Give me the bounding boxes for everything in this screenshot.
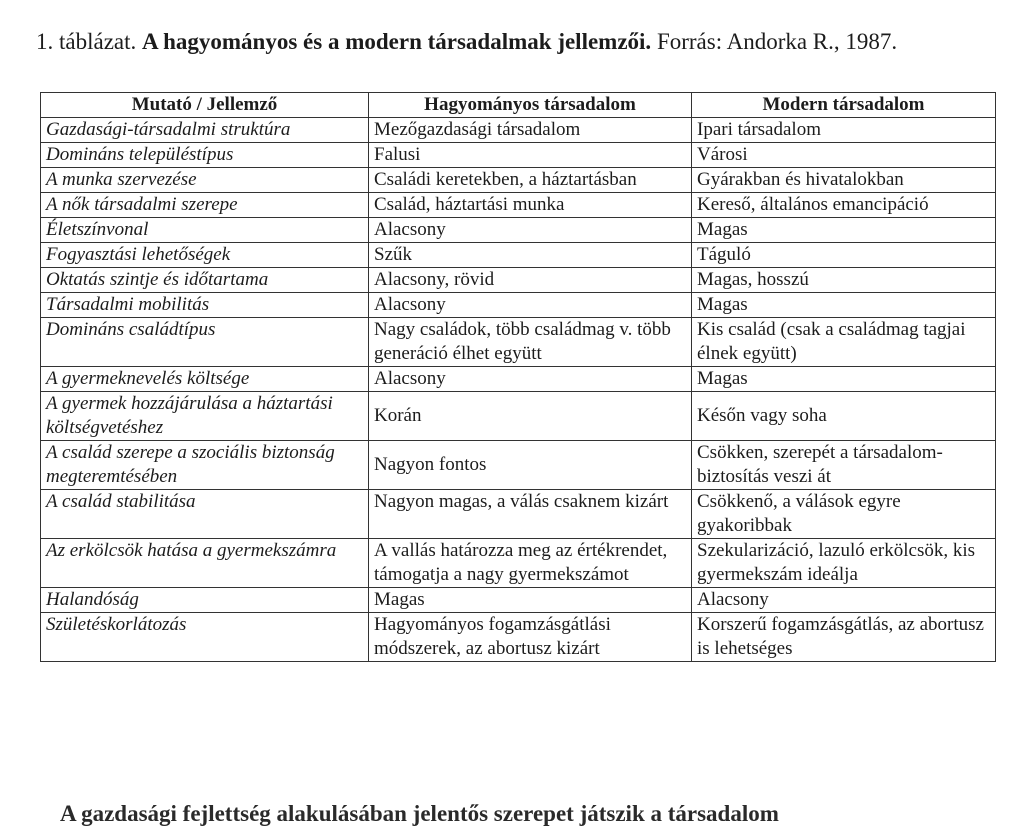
cell-modern: Alacsony (692, 588, 996, 613)
header-indicator: Mutató / Jellemző (41, 93, 369, 118)
cell-indicator: A család stabilitása (41, 490, 369, 539)
cell-traditional: Alacsony (369, 367, 692, 392)
cell-traditional: Korán (369, 392, 692, 441)
cell-indicator: Halandóság (41, 588, 369, 613)
cell-indicator: Születéskorlátozás (41, 613, 369, 662)
following-paragraph: A gazdasági fejlettség alakulásában jelentős szerepet játszik a társadalom (60, 801, 779, 826)
cell-modern: Táguló (692, 243, 996, 268)
cell-traditional: Mezőgazdasági társadalom (369, 118, 692, 143)
cell-traditional: Alacsony (369, 218, 692, 243)
caption-number: 1. táblázat. (36, 29, 137, 54)
cell-modern: Szekularizáció, lazuló erkölcsök, kis gyermekszám ideálja (692, 539, 996, 588)
cell-traditional: Hagyományos fogamzásgátlási módszerek, az abortusz kizárt (369, 613, 692, 662)
cell-modern: Magas, hosszú (692, 268, 996, 293)
cell-indicator: Fogyasztási lehetőségek (41, 243, 369, 268)
table-row (41, 441, 996, 490)
cell-modern: Magas (692, 218, 996, 243)
table-row (41, 318, 996, 367)
table-row (41, 588, 996, 613)
cell-modern: Kis család (csak a családmag tagjai élnek együtt) (692, 318, 996, 367)
cell-indicator: A gyermek hozzájárulása a háztartási költségvetéshez (41, 392, 369, 441)
cell-indicator: A nők társadalmi szerepe (41, 193, 369, 218)
cell-traditional: Alacsony, rövid (369, 268, 692, 293)
table-row (41, 392, 996, 441)
table-row (41, 218, 996, 243)
cell-traditional: Nagyon magas, a válás csaknem kizárt (369, 490, 692, 539)
cell-modern: Magas (692, 293, 996, 318)
cell-indicator: A gyermeknevelés költsége (41, 367, 369, 392)
header-traditional: Hagyományos társadalom (369, 93, 692, 118)
cell-indicator: Gazdasági-társadalmi struktúra (41, 118, 369, 143)
cell-traditional: Nagy családok, több családmag v. több generáció élhet együtt (369, 318, 692, 367)
cell-modern: Gyárakban és hivatalokban (692, 168, 996, 193)
table-row (41, 193, 996, 218)
cell-traditional: Családi keretekben, a háztartásban (369, 168, 692, 193)
table-body (41, 118, 996, 662)
cell-indicator: A munka szervezése (41, 168, 369, 193)
cell-indicator: A család szerepe a szociális biztonság megteremtésében (41, 441, 369, 490)
table-row (41, 613, 996, 662)
cell-indicator: Domináns településtípus (41, 143, 369, 168)
cell-modern: Csökken, szerepét a társadalom-biztosítás veszi át (692, 441, 996, 490)
table-row (41, 490, 996, 539)
cell-indicator: Társadalmi mobilitás (41, 293, 369, 318)
caption-source: Forrás: Andorka R., 1987. (656, 29, 898, 54)
table-row (41, 367, 996, 392)
cell-modern: Későn vagy soha (692, 392, 996, 441)
table-row (41, 268, 996, 293)
table-row (41, 539, 996, 588)
cell-modern: Ipari társadalom (692, 118, 996, 143)
comparison-table (40, 92, 996, 662)
table-row (41, 243, 996, 268)
caption-title: A hagyományos és a modern társadalmak jellemzői. (142, 29, 652, 54)
table-row (41, 118, 996, 143)
cell-traditional: Falusi (369, 143, 692, 168)
table-caption (36, 26, 1004, 57)
cell-traditional: Magas (369, 588, 692, 613)
cell-modern: Magas (692, 367, 996, 392)
cell-modern: Csökkenő, a válások egyre gyakoribbak (692, 490, 996, 539)
cell-modern: Korszerű fogamzásgátlás, az abortusz is lehetséges (692, 613, 996, 662)
cell-traditional: Szűk (369, 243, 692, 268)
cell-traditional: Nagyon fontos (369, 441, 692, 490)
cell-indicator: Domináns családtípus (41, 318, 369, 367)
cell-traditional: Család, háztartási munka (369, 193, 692, 218)
table-row (41, 293, 996, 318)
cell-modern: Kereső, általános emancipáció (692, 193, 996, 218)
cell-traditional: A vallás határozza meg az értékrendet, támogatja a nagy gyermekszámot (369, 539, 692, 588)
table-row (41, 143, 996, 168)
header-modern: Modern társadalom (692, 93, 996, 118)
cell-indicator: Életszínvonal (41, 218, 369, 243)
table-row (41, 168, 996, 193)
table-header-row (41, 93, 996, 118)
cell-indicator: Az erkölcsök hatása a gyermekszámra (41, 539, 369, 588)
cell-indicator: Oktatás szintje és időtartama (41, 268, 369, 293)
cell-modern: Városi (692, 143, 996, 168)
cell-traditional: Alacsony (369, 293, 692, 318)
